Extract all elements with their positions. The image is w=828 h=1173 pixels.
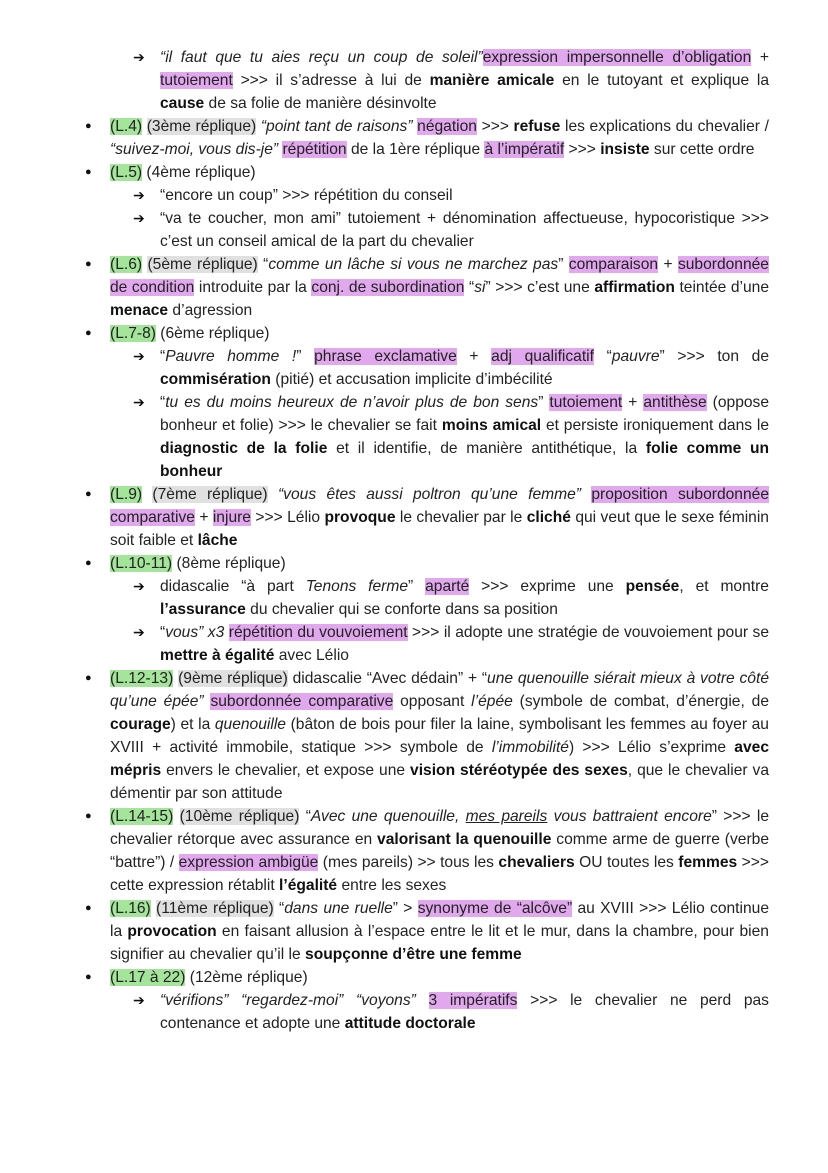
text-run: ” bbox=[558, 256, 569, 273]
bold-term: affirmation bbox=[594, 279, 675, 296]
text-run: ” bbox=[408, 578, 426, 595]
text-run: “ bbox=[160, 394, 166, 411]
text-run: , et montre bbox=[679, 578, 769, 595]
bold-term: mettre à égalité bbox=[160, 647, 275, 664]
bold-term: manière amicale bbox=[429, 72, 555, 89]
figure-of-speech-highlight: aparté bbox=[425, 578, 470, 595]
arrow-sub-item bbox=[160, 46, 769, 115]
text-run: >>> Lélio bbox=[250, 509, 325, 526]
bold-term: provoque bbox=[324, 509, 396, 526]
bold-term: cause bbox=[160, 95, 205, 112]
line-reference-highlight: (L.16) bbox=[110, 900, 151, 917]
italic-quote: “vérifions” “regardez-moi” “voyons” bbox=[160, 992, 416, 1009]
text-run: >>> exprime une bbox=[469, 578, 626, 595]
text-run: teintée d’une bbox=[674, 279, 770, 296]
italic-quote: quenouille bbox=[214, 716, 286, 733]
text-run: “encore un coup” >>> répétition du conseil bbox=[160, 187, 453, 204]
text-run: de sa folie de manière désinvolte bbox=[204, 95, 437, 112]
figure-of-speech-highlight: tutoiement bbox=[549, 394, 623, 411]
text-run bbox=[416, 992, 429, 1009]
text-run: “ bbox=[257, 256, 269, 273]
bullet-item bbox=[110, 552, 769, 575]
italic-quote: tu es du moins heureux de n’avoir plus de bon sens bbox=[165, 394, 539, 411]
italic-quote: dans une ruelle bbox=[284, 900, 393, 917]
line-reference-highlight: (L.5) bbox=[110, 164, 143, 181]
bold-term: attitude doctorale bbox=[344, 1015, 476, 1032]
italic-quote: vous” x3 bbox=[165, 624, 225, 641]
bold-term: diagnostic de la folie bbox=[160, 440, 328, 457]
arrow-sub-item bbox=[160, 184, 769, 207]
figure-of-speech-highlight: subordonnée comparative bbox=[210, 693, 394, 710]
text-run: >>> le chevalier ne perd pas contenance et adopte une bbox=[160, 992, 769, 1032]
figure-of-speech-highlight: antithèse bbox=[643, 394, 707, 411]
text-run: ” bbox=[296, 348, 315, 365]
text-run: sur cette ordre bbox=[649, 141, 755, 158]
text-run: “ bbox=[160, 624, 166, 641]
italic-quote: “il faut que tu aies reçu un coup de soleil” bbox=[160, 49, 483, 66]
bullet-item bbox=[110, 667, 769, 805]
italic-quote: Pauvre homme ! bbox=[165, 348, 297, 365]
bold-term: l’égalité bbox=[279, 877, 338, 894]
text-run bbox=[142, 486, 152, 503]
text-run: (symbole de combat, d’énergie, de bbox=[512, 693, 769, 710]
text-run: ” >>> le chevalier rétorque avec assurance en bbox=[110, 808, 769, 848]
text-run: “ bbox=[273, 900, 285, 917]
line-reference-highlight: (L.7-8) bbox=[110, 325, 156, 342]
reply-number-highlight: (10ème réplique) bbox=[179, 808, 300, 825]
text-run: “va te coucher, mon ami” tutoiement + dénomination affectueuse, hypocoristique >>> c’est un conseil amical de la part du chevalier bbox=[160, 210, 769, 250]
bold-term: chevaliers bbox=[498, 854, 575, 871]
reply-number-highlight: (5ème réplique) bbox=[147, 256, 258, 273]
text-run: (bâton de bois pour filer la laine, symbolisant les femmes au foyer au XVIII + activité immobile, statique >>> symbole de bbox=[110, 716, 769, 756]
text-run: >>> il s’adresse à lui de bbox=[232, 72, 430, 89]
figure-of-speech-highlight: à l’impératif bbox=[484, 141, 565, 158]
figure-of-speech-highlight: subordonnée de condition bbox=[110, 256, 769, 296]
figure-of-speech-highlight: injure bbox=[212, 509, 251, 526]
text-run: ” > bbox=[392, 900, 418, 917]
bullet-item bbox=[110, 253, 769, 322]
line-reference-highlight: (L.14-15) bbox=[110, 808, 174, 825]
figure-of-speech-highlight: comparaison bbox=[568, 256, 659, 273]
text-run: , que le chevalier va démentir par son attitude bbox=[110, 762, 769, 802]
bold-term: folie comme un bonheur bbox=[160, 440, 770, 480]
text-run bbox=[581, 486, 591, 503]
arrow-sub-item bbox=[160, 345, 769, 391]
figure-of-speech-highlight: synonyme de “alcôve” bbox=[417, 900, 573, 917]
bold-term: commisération bbox=[160, 371, 271, 388]
bold-term: cliché bbox=[526, 509, 571, 526]
italic-quote: pauvre bbox=[611, 348, 660, 365]
arrow-sub-item bbox=[160, 575, 769, 621]
bullet-item bbox=[110, 115, 769, 161]
bold-term: vision stéréotypée des sexes bbox=[410, 762, 628, 779]
figure-of-speech-highlight: répétition bbox=[282, 141, 347, 158]
figure-of-speech-highlight: conj. de subordination bbox=[311, 279, 465, 296]
italic-quote: “suivez-moi, vous dis-je” bbox=[110, 141, 279, 158]
reply-number-highlight: (7ème réplique) bbox=[152, 486, 268, 503]
text-run: >>> bbox=[476, 118, 514, 135]
bold-term: insiste bbox=[600, 141, 650, 158]
line-reference-highlight: (L.4) bbox=[110, 118, 143, 135]
figure-of-speech-highlight: négation bbox=[417, 118, 477, 135]
underlined-quote bbox=[466, 808, 548, 825]
underline: mes pareils bbox=[465, 808, 548, 825]
figure-of-speech-highlight: expression impersonnelle d’obligation bbox=[482, 49, 752, 66]
text-run: “ bbox=[299, 808, 311, 825]
text-run: (pitié) et accusation implicite d’imbécilité bbox=[270, 371, 553, 388]
bold-term: refuse bbox=[513, 118, 561, 135]
figure-of-speech-highlight: 3 impératifs bbox=[428, 992, 518, 1009]
text-run: ” >>> ton de bbox=[659, 348, 769, 365]
bold-term: pensée bbox=[625, 578, 680, 595]
line-reference-highlight: (L.6) bbox=[110, 256, 143, 273]
bold-term: soupçonne d’être une femme bbox=[305, 946, 522, 963]
line-reference-highlight: (L.10-11) bbox=[110, 555, 173, 572]
bullet-item bbox=[110, 322, 769, 345]
figure-of-speech-highlight: phrase exclamative bbox=[314, 348, 457, 365]
text-run: + bbox=[194, 509, 213, 526]
text-run: “ bbox=[593, 348, 612, 365]
text-run: entre les sexes bbox=[337, 877, 447, 894]
text-run: ) >>> Lélio s’exprime bbox=[568, 739, 735, 756]
text-run: et persiste ironiquement dans le bbox=[541, 417, 770, 434]
text-run: ” bbox=[538, 394, 550, 411]
text-run: >>> cette expression rétablit bbox=[110, 854, 769, 894]
bold-term: valorisant la quenouille bbox=[377, 831, 552, 848]
text-run: avec Lélio bbox=[274, 647, 349, 664]
bold-term: courage bbox=[110, 716, 171, 733]
arrow-sub-item bbox=[160, 207, 769, 253]
italic-quote: comme un lâche si vous ne marchez pas bbox=[268, 256, 559, 273]
italic-quote: Avec une quenouille, bbox=[310, 808, 466, 825]
text-run: qui veut que le sexe féminin soit faible et bbox=[110, 509, 769, 549]
arrow-sub-item bbox=[160, 391, 769, 483]
line-reference-highlight: (L.9) bbox=[110, 486, 143, 503]
bold-term: provocation bbox=[127, 923, 217, 940]
text-run: en le tutoyant et explique la bbox=[554, 72, 769, 89]
reply-number-highlight: (11ème réplique) bbox=[156, 900, 274, 917]
text-run: >>> il adopte une stratégie de vouvoiement pour se bbox=[407, 624, 769, 641]
text-run: ” >>> c’est une bbox=[485, 279, 595, 296]
arrow-sub-item bbox=[160, 989, 769, 1035]
bullet-item bbox=[110, 483, 769, 552]
text-run: OU toutes les bbox=[574, 854, 679, 871]
italic-quote: l’immobilité bbox=[491, 739, 569, 756]
text-run: (mes pareils) >> tous les bbox=[318, 854, 499, 871]
text-run: >>> bbox=[564, 141, 601, 158]
bold-term: menace bbox=[110, 302, 169, 319]
text-run bbox=[142, 118, 147, 135]
text-run: de la 1ère réplique bbox=[346, 141, 485, 158]
bold-term: l’assurance bbox=[160, 601, 246, 618]
text-run: + bbox=[751, 49, 769, 66]
italic-quote: “vous êtes aussi poltron qu’une femme” bbox=[277, 486, 581, 503]
figure-of-speech-highlight: proposition subordonnée comparative bbox=[110, 486, 770, 526]
text-run: d’agression bbox=[168, 302, 253, 319]
text-run bbox=[173, 808, 179, 825]
text-run: du chevalier qui se conforte dans sa position bbox=[245, 601, 558, 618]
text-run: “ bbox=[464, 279, 475, 296]
line-reference-highlight: (L.17 à 22) bbox=[110, 969, 186, 986]
text-run: ) et la bbox=[170, 716, 215, 733]
text-run: didascalie “Avec dédain” + “ bbox=[287, 670, 488, 687]
figure-of-speech-highlight: adj qualificatif bbox=[491, 348, 594, 365]
reply-number-highlight: (3ème réplique) bbox=[146, 118, 257, 135]
figure-of-speech-highlight: répétition du vouvoiement bbox=[228, 624, 408, 641]
text-run: au XVIII >>> Lélio continue la bbox=[110, 900, 769, 940]
bold-term: avec mépris bbox=[110, 739, 769, 779]
text-run: (12ème réplique) bbox=[185, 969, 308, 986]
text-run: didascalie “à part bbox=[160, 578, 306, 595]
text-run: + bbox=[456, 348, 492, 365]
figure-of-speech-highlight: tutoiement bbox=[160, 72, 233, 89]
italic-quote: Tenons ferme bbox=[305, 578, 409, 595]
bullet-item bbox=[110, 966, 769, 989]
bold-term: femmes bbox=[678, 854, 738, 871]
analysis-page bbox=[0, 46, 828, 1035]
figure-of-speech-highlight: expression ambigüe bbox=[178, 854, 319, 871]
bullet-item bbox=[110, 805, 769, 897]
bold-term: lâche bbox=[197, 532, 238, 549]
italic-quote: vous battraient encore bbox=[547, 808, 712, 825]
bullet-item bbox=[110, 161, 769, 184]
text-run: (6ème réplique) bbox=[155, 325, 270, 342]
text-run: (4ème réplique) bbox=[142, 164, 256, 181]
text-run bbox=[268, 486, 278, 503]
italic-quote: “point tant de raisons” bbox=[260, 118, 413, 135]
bullet-item bbox=[110, 897, 769, 966]
reply-number-highlight: (9ème réplique) bbox=[178, 670, 288, 687]
text-run: (8ème réplique) bbox=[172, 555, 286, 572]
text-run: envers le chevalier, et expose une bbox=[161, 762, 411, 779]
text-run: + bbox=[622, 394, 644, 411]
arrow-sub-item bbox=[160, 621, 769, 667]
text-run: et il identifie, de manière antithétique, la bbox=[327, 440, 646, 457]
text-run: en faisant allusion à l’espace entre le lit et le mur, dans la chambre, pour bien signifier au chevalier qu’il le bbox=[110, 923, 769, 963]
italic-quote: l’épée bbox=[471, 693, 513, 710]
italic-quote: si bbox=[474, 279, 486, 296]
text-run: “ bbox=[160, 348, 166, 365]
italic-quote: une quenouille siérait mieux à votre côté qu’une épée” bbox=[110, 670, 769, 710]
text-run: (oppose bonheur et folie) >>> le chevalier se fait bbox=[160, 394, 770, 434]
text-run: opposant bbox=[393, 693, 472, 710]
text-run: comme arme de guerre (verbe “battre”) / bbox=[110, 831, 769, 871]
text-run: + bbox=[658, 256, 678, 273]
bold-term: moins amical bbox=[441, 417, 542, 434]
text-run: introduite par la bbox=[194, 279, 312, 296]
line-reference-highlight: (L.12-13) bbox=[110, 670, 174, 687]
text-run: les explications du chevalier / bbox=[560, 118, 769, 135]
text-run: le chevalier par le bbox=[395, 509, 527, 526]
